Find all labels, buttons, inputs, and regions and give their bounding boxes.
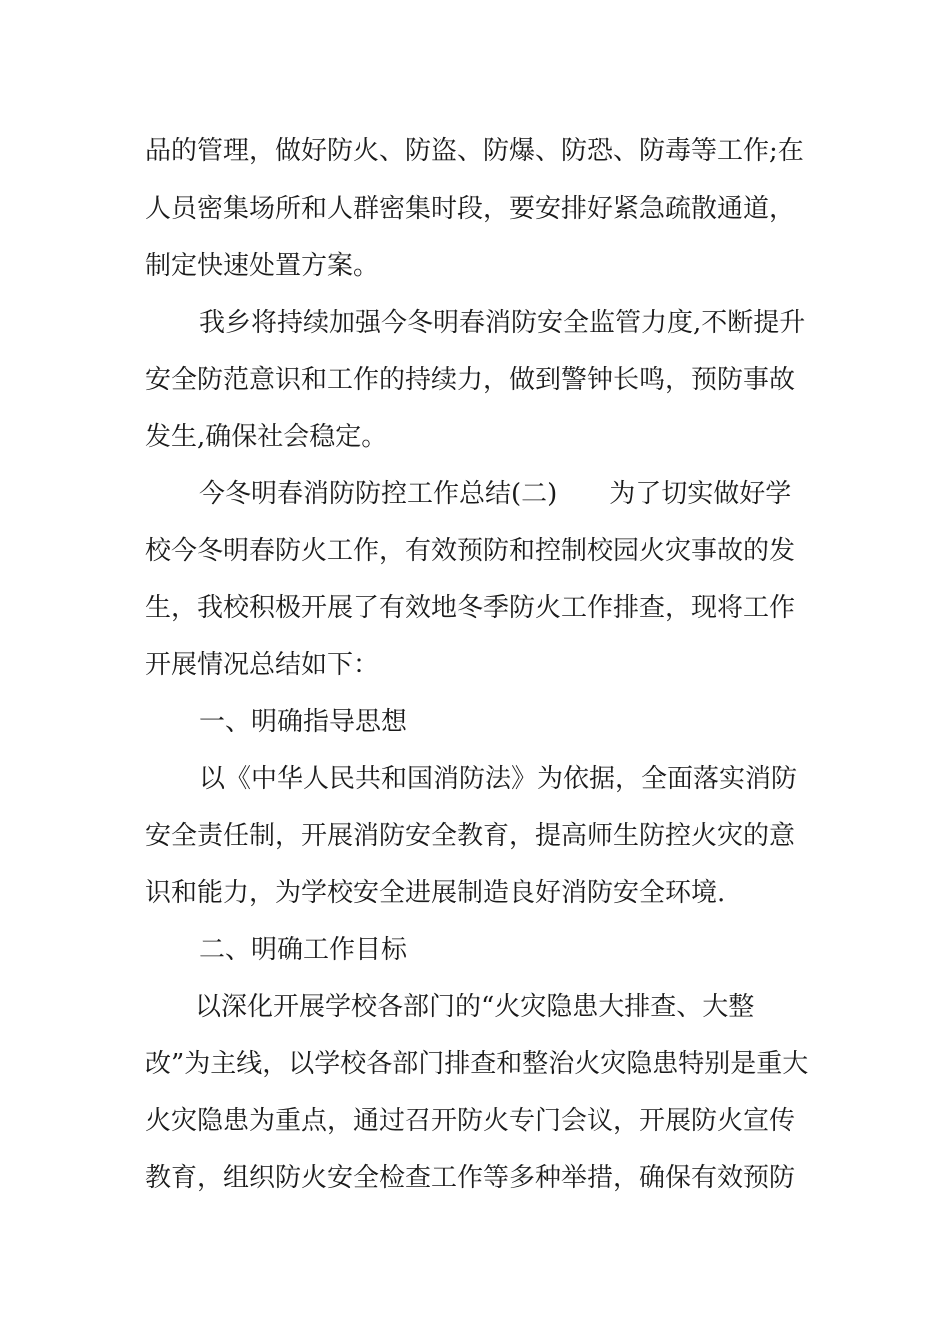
text-line: 品的管理，做好防火、防盗、防爆、防恐、防毒等工作;在: [145, 136, 804, 166]
text-line: 安全防范意识和工作的持续力，做到警钟长鸣，预防事故: [145, 365, 796, 395]
text-line: 开展情况总结如下：: [145, 650, 380, 680]
text-line: 安全责任制，开展消防安全教育，提高师生防控火灾的意: [145, 821, 796, 851]
text-line: 制定快速处置方案。: [145, 251, 380, 281]
text-line: 生，我校积极开展了有效地冬季防火工作排查，现将工作: [145, 593, 796, 623]
text-line: 校今冬明春防火工作，有效预防和控制校园火灾事故的发: [145, 536, 796, 566]
text-line: 我乡将持续加强今冬明春消防安全监管力度,不断提升: [199, 308, 806, 338]
section-heading: 二、明确工作目标: [199, 935, 408, 965]
text-line: 改”为主线，以学校各部门排查和整治火灾隐患特别是重大: [145, 1049, 809, 1079]
text-line: 发生,确保社会稳定。: [145, 422, 388, 452]
text-line: 今冬明春消防防控工作总结(二) 为了切实做好学: [199, 479, 792, 509]
text-line: 以深化开展学校各部门的“火灾隐患大排查、大整: [195, 992, 755, 1022]
text-line: 人员密集场所和人群密集时段，要安排好紧急疏散通道，: [145, 194, 796, 224]
text-line: 识和能力，为学校安全进展制造良好消防安全环境.: [145, 878, 726, 908]
text-line: 火灾隐患为重点，通过召开防火专门会议，开展防火宣传: [145, 1106, 796, 1136]
section-heading: 一、明确指导思想: [199, 707, 408, 737]
text-line: 以《中华人民共和国消防法》为依据，全面落实消防: [199, 764, 798, 794]
text-line: 教育，组织防火安全检查工作等多种举措，确保有效预防: [145, 1163, 796, 1193]
